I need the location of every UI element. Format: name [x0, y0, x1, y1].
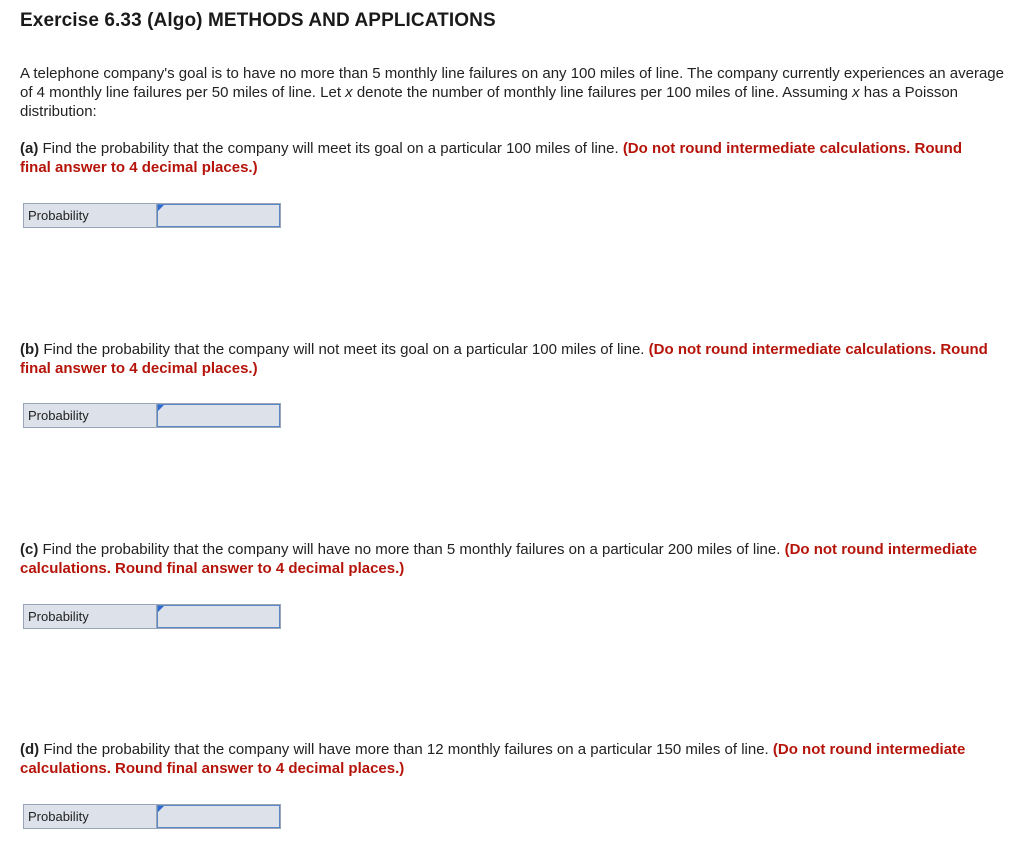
question-text: Find the probability that the company will have more than 12 monthly failures on a particular 150 miles of line. [39, 741, 773, 758]
part-c-question [20, 540, 995, 578]
part-a-answer-row [23, 203, 281, 228]
question-text: Find the probability that the company will meet its goal on a particular 100 miles of line. [38, 140, 623, 157]
variable-x: x [345, 84, 353, 101]
answer-field-wrap [157, 605, 280, 628]
question-text: Find the probability that the company will have no more than 5 monthly failures on a particular 200 miles of line. [38, 541, 785, 558]
answer-field-wrap [157, 805, 280, 828]
part-label: (c) [20, 541, 39, 558]
answer-label: Probability [24, 204, 157, 227]
intro-text-3: has a Poisson distribution: [20, 84, 959, 120]
answer-label: Probability [24, 404, 157, 427]
part-b-question [20, 340, 995, 378]
rounding-note: (Do not round intermediate calculations. Round final answer to 4 decimal places.) [20, 541, 978, 577]
part-c-probability-input[interactable] [157, 605, 280, 628]
answer-label: Probability [24, 805, 157, 828]
answer-field-wrap [157, 404, 280, 427]
rounding-note: (Do not round intermediate calculations. Round final answer to 4 decimal places.) [20, 341, 988, 377]
part-a-probability-input[interactable] [157, 204, 280, 227]
part-label: (b) [20, 341, 40, 358]
rounding-note: (Do not round intermediate calculations. Round final answer to 4 decimal places.) [20, 140, 962, 176]
part-b-probability-input[interactable] [157, 404, 280, 427]
part-d-question [20, 740, 995, 778]
part-d-answer-row [23, 804, 281, 829]
part-label: (a) [20, 140, 39, 157]
answer-label: Probability [24, 605, 157, 628]
variable-x: x [852, 84, 860, 101]
intro-text-1: A telephone company's goal is to have no more than 5 monthly line failures on any 100 miles of line. The company currently experiences an average of 4 monthly line failures per 50 miles of line. Let [20, 65, 1004, 101]
part-d-probability-input[interactable] [157, 805, 280, 828]
part-a-question [20, 139, 995, 177]
part-b-answer-row [23, 403, 281, 428]
part-c-answer-row [23, 604, 281, 629]
intro-text-2: denote the number of monthly line failures per 100 miles of line. Assuming [352, 84, 853, 101]
answer-field-wrap [157, 204, 280, 227]
question-text: Find the probability that the company will not meet its goal on a particular 100 miles of line. [39, 341, 649, 358]
rounding-note: (Do not round intermediate calculations. Round final answer to 4 decimal places.) [20, 741, 966, 777]
part-label: (d) [20, 741, 40, 758]
problem-statement [20, 64, 1010, 121]
exercise-title: Exercise 6.33 (Algo) METHODS AND APPLICATIONS [20, 10, 496, 31]
